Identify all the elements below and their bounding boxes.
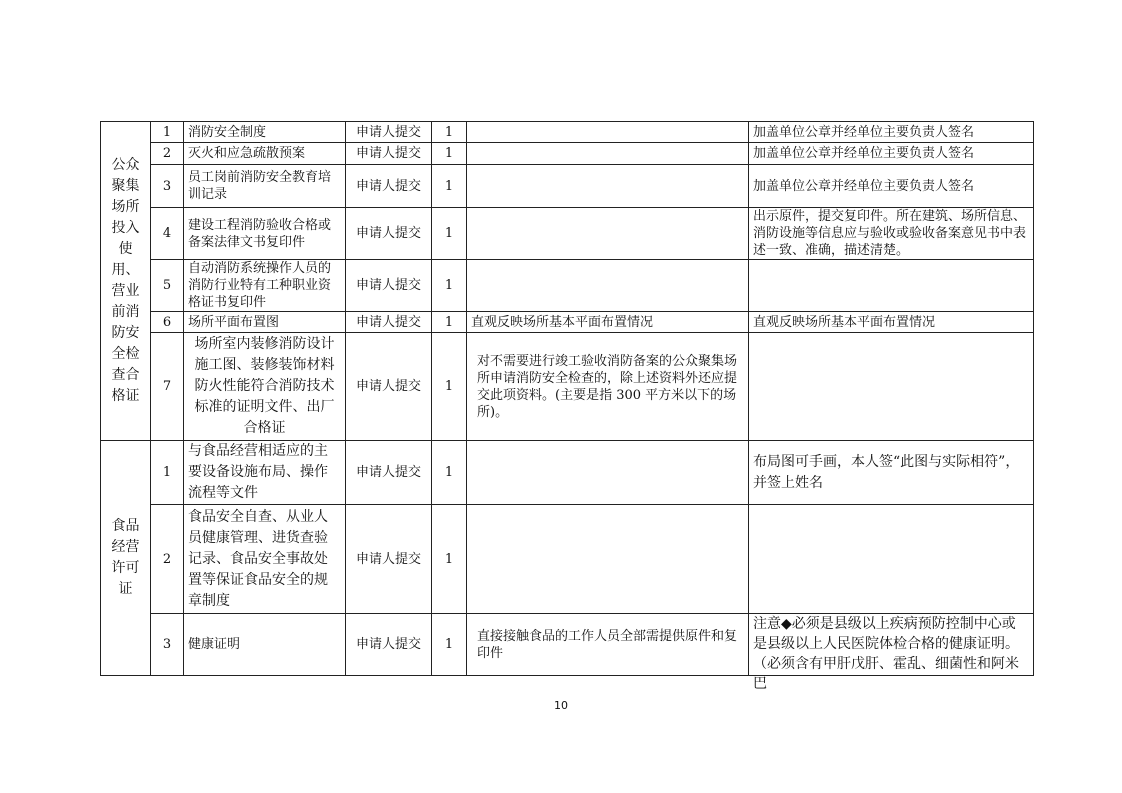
row-number: 2 [151,143,184,165]
page-number: 10 [554,699,568,712]
row-number: 7 [151,333,184,441]
copy-count: 1 [432,260,467,312]
copy-count: 1 [432,143,467,165]
material-name: 健康证明 [184,614,346,676]
submitter: 申请人提交 [346,505,432,614]
requirement [467,505,749,614]
table-row [101,312,1034,333]
note [749,614,1034,692]
copy-count: 1 [432,208,467,260]
table-row [101,333,1034,441]
submitter: 申请人提交 [346,441,432,505]
material-name: 消防安全制度 [184,122,346,143]
note: 出示原件，提交复印件。所在建筑、场所信息、消防设施等信息应与验收或验收备案意见书中表述一致、准确，描述清楚。 [749,208,1034,260]
requirement: 直接接触食品的工作人员全部需提供原件和复印件 [467,614,749,676]
row-number: 6 [151,312,184,333]
table-row [101,260,1034,312]
copy-count: 1 [432,312,467,333]
submitter: 申请人提交 [346,208,432,260]
note: 布局图可手画，本人签“此图与实际相符”，并签上姓名 [749,441,1034,505]
materials-table [100,121,1034,692]
material-name: 建设工程消防验收合格或备案法律文书复印件 [184,208,346,260]
submitter: 申请人提交 [346,614,432,676]
requirement [467,260,749,312]
copy-count: 1 [432,614,467,676]
submitter: 申请人提交 [346,165,432,208]
material-name: 与食品经营相适应的主要设备设施布局、操作流程等文件 [184,441,346,505]
row-number: 1 [151,122,184,143]
row-number: 3 [151,614,184,676]
material-name: 自动消防系统操作人员的消防行业特有工种职业资格证书复印件 [184,260,346,312]
category-cell: 食品经营许可证 [101,441,151,676]
row-number: 4 [151,208,184,260]
row-number: 5 [151,260,184,312]
submitter: 申请人提交 [346,122,432,143]
table-row [101,143,1034,165]
material-name: 食品安全自查、从业人员健康管理、进货查验记录、食品安全事故处置等保证食品安全的规章制度 [184,505,346,614]
submitter: 申请人提交 [346,260,432,312]
note [749,333,1034,441]
note: 加盖单位公章并经单位主要负责人签名 [749,122,1034,143]
copy-count: 1 [432,122,467,143]
submitter: 申请人提交 [346,312,432,333]
requirement: 对不需要进行竣工验收消防备案的公众聚集场所申请消防安全检查的，除上述资料外还应提交此项资料。(主要是指 300 平方米以下的场所)。 [467,333,749,441]
copy-count: 1 [432,441,467,505]
requirement [467,441,749,505]
copy-count: 1 [432,165,467,208]
copy-count: 1 [432,505,467,614]
note: 加盖单位公章并经单位主要负责人签名 [749,143,1034,165]
requirement [467,165,749,208]
table-row [101,122,1034,143]
note [749,260,1034,312]
note [749,505,1034,614]
note: 加盖单位公章并经单位主要负责人签名 [749,165,1034,208]
category-cell: 公众聚集场所投入使用、营业前消防安全检查合格证 [101,122,151,441]
requirement [467,122,749,143]
material-name: 场所平面布置图 [184,312,346,333]
copy-count: 1 [432,333,467,441]
requirement [467,143,749,165]
submitter: 申请人提交 [346,143,432,165]
material-name: 员工岗前消防安全教育培训记录 [184,165,346,208]
note: 直观反映场所基本平面布置情况 [749,312,1034,333]
table-row [101,208,1034,260]
row-number: 3 [151,165,184,208]
row-number: 2 [151,505,184,614]
material-name: 灭火和应急疏散预案 [184,143,346,165]
requirement: 直观反映场所基本平面布置情况 [467,312,749,333]
table-row [101,505,1034,614]
table-row [101,165,1034,208]
material-name: 场所室内装修消防设计施工图、装修装饰材料防火性能符合消防技术标准的证明文件、出厂合格证 [184,333,346,441]
table-row [101,441,1034,505]
note-text: 注意◆必须是县级以上疾病预防控制中心或是县级以上人民医院体检合格的健康证明。（必须含有甲肝戊肝、霍乱、细菌性和阿米巴 [753,616,1019,692]
requirement [467,208,749,260]
row-number: 1 [151,441,184,505]
submitter: 申请人提交 [346,333,432,441]
table-row [101,614,1034,676]
